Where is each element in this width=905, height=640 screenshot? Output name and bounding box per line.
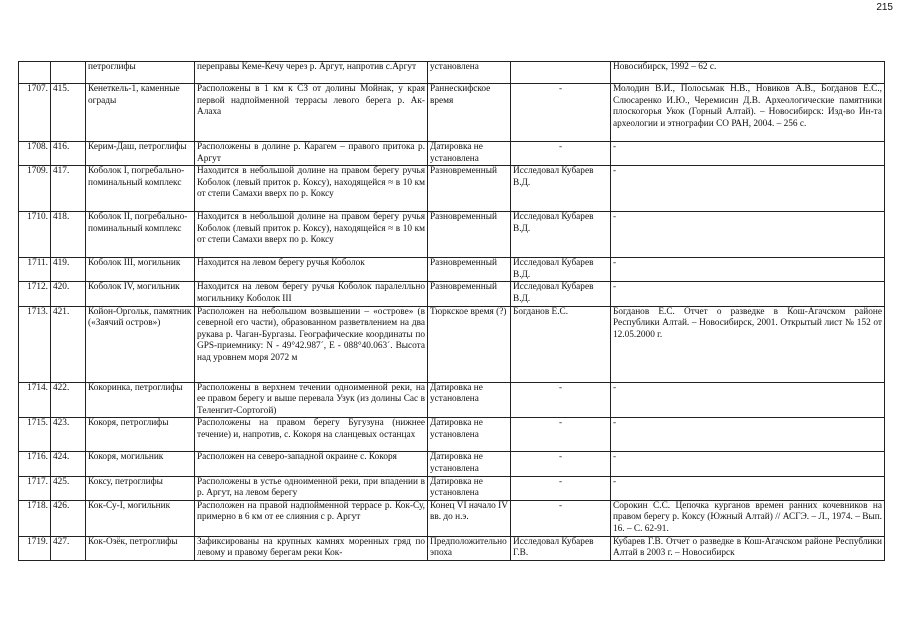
site-number-cell: 423. bbox=[51, 418, 86, 452]
literature-cell: - bbox=[611, 166, 885, 212]
site-name-cell: Кокоря, петроглифы bbox=[86, 418, 195, 452]
researcher-cell: - bbox=[511, 452, 611, 476]
dating-cell: Датировка не установлена bbox=[428, 476, 511, 500]
site-number-cell: 418. bbox=[51, 212, 86, 258]
site-number-cell: 422. bbox=[51, 382, 86, 418]
dating-cell: установлена bbox=[428, 62, 511, 84]
location-cell: Находится в небольшой долине на правом берегу ручья Коболок (левый приток р. Коксу), находящейся ≈ в 10 км от степи Самахи вверх по р. Коксу bbox=[195, 212, 428, 258]
location-cell: Находится в небольшой долине на правом берегу ручья Коболок (левый приток р. Коксу), находящейся ≈ в 10 км от степи Самахи вверх по р. Коксу bbox=[195, 166, 428, 212]
page-number: 215 bbox=[876, 2, 893, 13]
location-cell: Расположены в устье одноименной реки, при впадении в р. Аргут, на левом берегу bbox=[195, 476, 428, 500]
site-name-cell: Кокоря, могильник bbox=[86, 452, 195, 476]
location-cell: Расположен на правой надпойменной террасе р. Кок-Су, примерно в 6 км от ее слияния с р. Аргут bbox=[195, 500, 428, 536]
table-row bbox=[19, 62, 885, 84]
row-number-cell: 1708. bbox=[19, 142, 51, 166]
dating-cell: Разновременный bbox=[428, 258, 511, 282]
table-row bbox=[19, 500, 885, 536]
site-name-cell: Коболок II, погребально-поминальный комплекс bbox=[86, 212, 195, 258]
table-row bbox=[19, 166, 885, 212]
literature-cell: Сорокин С.С. Цепочка курганов времен ранних кочевников на правом берегу р. Коксу (Южный Алтай) // АСГЭ. – Л., 1974. – Вып. 16. – С. 62-91. bbox=[611, 500, 885, 536]
site-number-cell: 420. bbox=[51, 282, 86, 306]
site-name-cell: Кокоринка, петроглифы bbox=[86, 382, 195, 418]
site-name-cell: Керим-Даш, петроглифы bbox=[86, 142, 195, 166]
researcher-cell: Исследовал Кубарев В.Д. bbox=[511, 258, 611, 282]
table-row bbox=[19, 536, 885, 560]
location-cell: Расположены в 1 км к СЗ от долины Мойнак, у края первой надпойменной террасы левого берега р. Ак-Алаха bbox=[195, 84, 428, 142]
location-cell: Находится на левом берегу ручья Коболок bbox=[195, 258, 428, 282]
row-number-cell: 1715. bbox=[19, 418, 51, 452]
site-name-cell: Коболок IV, могильник bbox=[86, 282, 195, 306]
location-cell: Расположены на правом берегу Бугузуна (нижнее течение) и, напротив, с. Кокоря на сланцевых останцах bbox=[195, 418, 428, 452]
site-name-cell: Кок-Озёк, петроглифы bbox=[86, 536, 195, 560]
location-cell: Расположены в верхнем течении одноименной реки, на ее правом берегу и выше перевала Узук (из долины Сас в Теленгит-Сортогой) bbox=[195, 382, 428, 418]
researcher-cell: Исследовал Кубарев Г.В. bbox=[511, 536, 611, 560]
row-number-cell: 1709. bbox=[19, 166, 51, 212]
site-number-cell: 417. bbox=[51, 166, 86, 212]
site-number-cell: 419. bbox=[51, 258, 86, 282]
dating-cell: Датировка не установлена bbox=[428, 382, 511, 418]
row-number-cell: 1719. bbox=[19, 536, 51, 560]
row-number-cell: 1716. bbox=[19, 452, 51, 476]
dating-cell: Разновременный bbox=[428, 166, 511, 212]
site-name-cell: Коболок I, погребально-поминальный комплекс bbox=[86, 166, 195, 212]
dating-cell: Разновременный bbox=[428, 282, 511, 306]
literature-cell: - bbox=[611, 382, 885, 418]
site-number-cell: 424. bbox=[51, 452, 86, 476]
site-number-cell: 426. bbox=[51, 500, 86, 536]
researcher-cell: - bbox=[511, 142, 611, 166]
dating-cell: Раннескифское время bbox=[428, 84, 511, 142]
researcher-cell: - bbox=[511, 500, 611, 536]
literature-cell: - bbox=[611, 476, 885, 500]
site-name-cell: Коболок III, могильник bbox=[86, 258, 195, 282]
table-row bbox=[19, 382, 885, 418]
dating-cell: Предположительно эпоха bbox=[428, 536, 511, 560]
site-name-cell: Кенеткель-1, каменные ограды bbox=[86, 84, 195, 142]
location-cell: Расположены в долине р. Карагем – правого притока р. Аргут bbox=[195, 142, 428, 166]
row-number-cell: 1713. bbox=[19, 306, 51, 382]
researcher-cell: - bbox=[511, 382, 611, 418]
table-row bbox=[19, 212, 885, 258]
literature-cell: Богданов Е.С. Отчет о разведке в Кош-Агачском районе Республики Алтай. – Новосибирск, 2001. Открытый лист № 152 от 12.05.2000 г. bbox=[611, 306, 885, 382]
researcher-cell: Исследовал Кубарев В.Д. bbox=[511, 212, 611, 258]
table-row bbox=[19, 476, 885, 500]
dating-cell: Конец VI начало IV вв. до н.э. bbox=[428, 500, 511, 536]
location-cell: Расположен на небольшом возвышении – «острове» (в северной его части), образованном разветвлением на два рукава р. Чаган-Бургазы. Географические координаты по GPS-приемнику: N - 49°42.987´, E - 088°40.063´. Высота над уровнем моря 2072 м bbox=[195, 306, 428, 382]
table-row bbox=[19, 306, 885, 382]
researcher-cell: Исследовал Кубарев В.Д. bbox=[511, 282, 611, 306]
site-number-cell: 427. bbox=[51, 536, 86, 560]
dating-cell: Датировка не установлена bbox=[428, 142, 511, 166]
table-row bbox=[19, 282, 885, 306]
site-name-cell: Кок-Су-I, могильник bbox=[86, 500, 195, 536]
literature-cell: Молодин В.И., Полосьмак Н.В., Новиков А.В., Богданов Е.С., Слюсаренко И.Ю., Черемисин Д.В. Археологические памятники плоскогорья Укок (Горный Алтай). – Новосибирск: Изд-во Ин-та археологии и этнографии СО РАН, 2004. – 256 с. bbox=[611, 84, 885, 142]
site-name-cell: Коксу, петроглифы bbox=[86, 476, 195, 500]
researcher-cell: Исследовал Кубарев В.Д. bbox=[511, 166, 611, 212]
row-number-cell: 1712. bbox=[19, 282, 51, 306]
row-number-cell: 1718. bbox=[19, 500, 51, 536]
monument-register-table bbox=[18, 61, 885, 561]
literature-cell: - bbox=[611, 282, 885, 306]
literature-cell: - bbox=[611, 418, 885, 452]
literature-cell: - bbox=[611, 258, 885, 282]
location-cell: Находится на левом берегу ручья Коболок паралелльно могильнику Коболок III bbox=[195, 282, 428, 306]
site-name-cell: петроглифы bbox=[86, 62, 195, 84]
literature-cell: Новосибирск, 1992 – 62 с. bbox=[611, 62, 885, 84]
researcher-cell bbox=[511, 62, 611, 84]
table-row bbox=[19, 142, 885, 166]
table-row bbox=[19, 84, 885, 142]
table-row bbox=[19, 418, 885, 452]
row-number-cell: 1710. bbox=[19, 212, 51, 258]
literature-cell: - bbox=[611, 142, 885, 166]
researcher-cell: Богданов Е.С. bbox=[511, 306, 611, 382]
table-row bbox=[19, 258, 885, 282]
location-cell: Зафиксированы на крупных камнях моренных гряд по левому и правому берегам реки Кок- bbox=[195, 536, 428, 560]
table-row bbox=[19, 452, 885, 476]
dating-cell: Разновременный bbox=[428, 212, 511, 258]
dating-cell: Датировка не установлена bbox=[428, 418, 511, 452]
site-number-cell: 421. bbox=[51, 306, 86, 382]
site-number-cell bbox=[51, 62, 86, 84]
site-number-cell: 415. bbox=[51, 84, 86, 142]
site-number-cell: 425. bbox=[51, 476, 86, 500]
researcher-cell: - bbox=[511, 84, 611, 142]
row-number-cell bbox=[19, 62, 51, 84]
row-number-cell: 1714. bbox=[19, 382, 51, 418]
literature-cell: Кубарев Г.В. Отчет о разведке в Кош-Агачском районе Республики Алтай в 2003 г. – Новосибирск bbox=[611, 536, 885, 560]
site-name-cell: Койон-Оргольк, памятник («Заячий остров») bbox=[86, 306, 195, 382]
location-cell: переправы Кеме-Кечу через р. Аргут, напротив с.Аргут bbox=[195, 62, 428, 84]
literature-cell: - bbox=[611, 452, 885, 476]
row-number-cell: 1717. bbox=[19, 476, 51, 500]
location-cell: Расположен на северо-западной окраине с. Кокоря bbox=[195, 452, 428, 476]
row-number-cell: 1707. bbox=[19, 84, 51, 142]
dating-cell: Датировка не установлена bbox=[428, 452, 511, 476]
dating-cell: Тюркское время (?) bbox=[428, 306, 511, 382]
row-number-cell: 1711. bbox=[19, 258, 51, 282]
site-number-cell: 416. bbox=[51, 142, 86, 166]
researcher-cell: - bbox=[511, 476, 611, 500]
literature-cell: - bbox=[611, 212, 885, 258]
researcher-cell: - bbox=[511, 418, 611, 452]
